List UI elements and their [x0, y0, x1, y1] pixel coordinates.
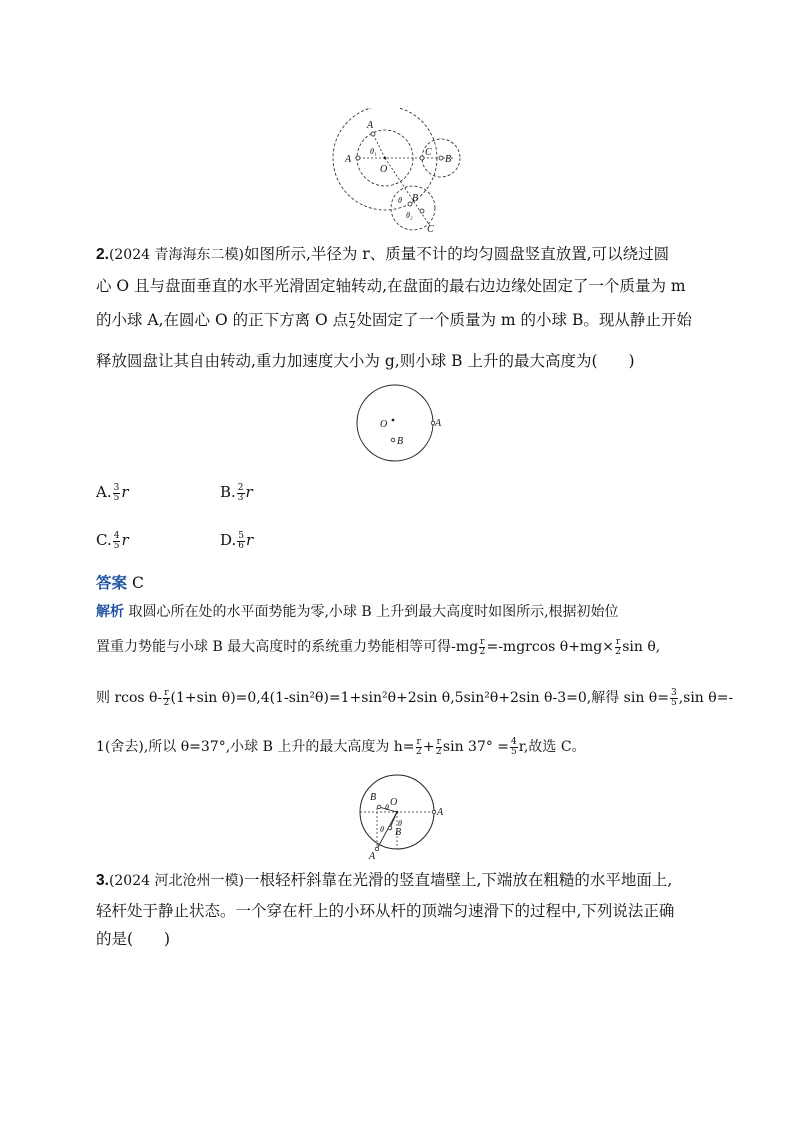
q2-source: (2024 青海海东二模) [108, 247, 244, 263]
option-a[interactable]: A. $\frac{3}{5}$ r [96, 482, 129, 503]
q3-source: (2024 河北沧州一模) [108, 873, 244, 889]
fig-bot-label-b1: B [370, 792, 377, 803]
fig-top-label-o: O [380, 164, 388, 175]
fig-bot-label-b2: B [395, 827, 402, 838]
answer-line [96, 572, 144, 594]
fig-bot-label-theta2: θ [398, 819, 402, 828]
fig-top-label-theta2: θ₂ [406, 211, 413, 220]
fig-top-label-theta1: θ₁ [370, 147, 377, 156]
q2-frac-r2: $\frac{r}{2}$ [349, 310, 356, 331]
top-figure [325, 108, 475, 238]
fig-bot-label-theta1: θ [385, 803, 389, 812]
q2-figure [348, 383, 448, 465]
analysis-figure [345, 770, 455, 862]
option-d[interactable]: D. $\frac{5}{6}$ r [220, 530, 254, 551]
analysis-line1: 解析 取圆心所在处的水平面势能为零,小球 B 上升到最大高度时如图所示,根据初始位 [96, 604, 619, 620]
analysis-label: 解析 [96, 604, 124, 620]
fig-top-label-b1: B [445, 154, 452, 165]
q2-line3-a: 的小球 A,在圆心 O 的正下方离 O 点 [96, 311, 349, 329]
fig-bot-label-a2: A [369, 851, 376, 862]
fig-mid-label-o: O [380, 419, 388, 430]
q2-line1-text: 如图所示,半径为 r、质量不计的均匀圆盘竖直放置,可以绕过圆 [243, 245, 670, 263]
analysis-line2: 置重力势能与小球 B 最大高度时的系统重力势能相等可得-mg $\frac{r}{2}$ =-mgrcos θ+mg× $\frac{r}{2}$ sin θ, [96, 636, 661, 657]
q3-line2: 轻杆处于静止状态。一个穿在杆上的小环从杆的顶端匀速滑下的过程中,下列说法正确 [96, 902, 675, 920]
q2-line3 [96, 309, 692, 331]
fig-top-label-a1: A [367, 120, 374, 131]
fig-top-label-a2: A [345, 154, 352, 165]
answer-value: C [131, 574, 144, 592]
analysis-line4: 1(舍去),所以 θ=37°,小球 B 上升的最大高度为 h= $\frac{r}{2}$ + $\frac{r}{2}$ sin 37° = $\frac{4}{5}$ r,故选 C。 [96, 736, 586, 757]
answer-label: 答案 [96, 573, 128, 592]
fig-bot-label-a1: A [437, 807, 444, 818]
fig-mid-label-b: B [397, 436, 404, 447]
q3-number: 3. [96, 872, 109, 889]
q2-line2: 心 O 且与盘面垂直的水平光滑固定轴转动,在盘面的最右边边缘处固定了一个质量为 m [96, 277, 686, 295]
fig-top-label-theta: θ [398, 196, 402, 205]
q3-line1-text: 一根轻杆斜靠在光滑的竖直墙壁上,下端放在粗糙的水平地面上, [243, 871, 673, 889]
fig-mid-label-a: A [435, 418, 442, 429]
fig-top-label-c1: C [425, 147, 432, 158]
q2-line1 [96, 243, 669, 266]
fig-bot-label-theta3: θ [380, 825, 384, 834]
q2-line4: 释放圆盘让其自由转动,重力加速度大小为 g,则小球 B 上升的最大高度为( ) [96, 352, 635, 370]
fig-top-label-b2: B [412, 193, 419, 204]
analysis-line3: 则 rcos θ- $\frac{r}{2}$ (1+sin θ)=0,4(1-sin²θ)=1+sin²θ+2sin θ,5sin²θ+2sin θ-3=0,解得 sin θ= $\frac{3}{5}$ ,sin θ=- [96, 687, 734, 708]
fig-top-label-c2: C [427, 224, 434, 235]
fig-bot-label-o: O [390, 797, 398, 808]
option-c[interactable]: C. $\frac{4}{5}$ r [96, 530, 129, 551]
option-b[interactable]: B. $\frac{2}{3}$ r [220, 482, 253, 503]
q2-line3-b: 处固定了一个质量为 m 的小球 B。现从静止开始 [356, 311, 692, 329]
q3-line3: 的是( ) [96, 930, 171, 948]
q2-number: 2. [96, 246, 109, 263]
q3-line1 [96, 869, 672, 892]
